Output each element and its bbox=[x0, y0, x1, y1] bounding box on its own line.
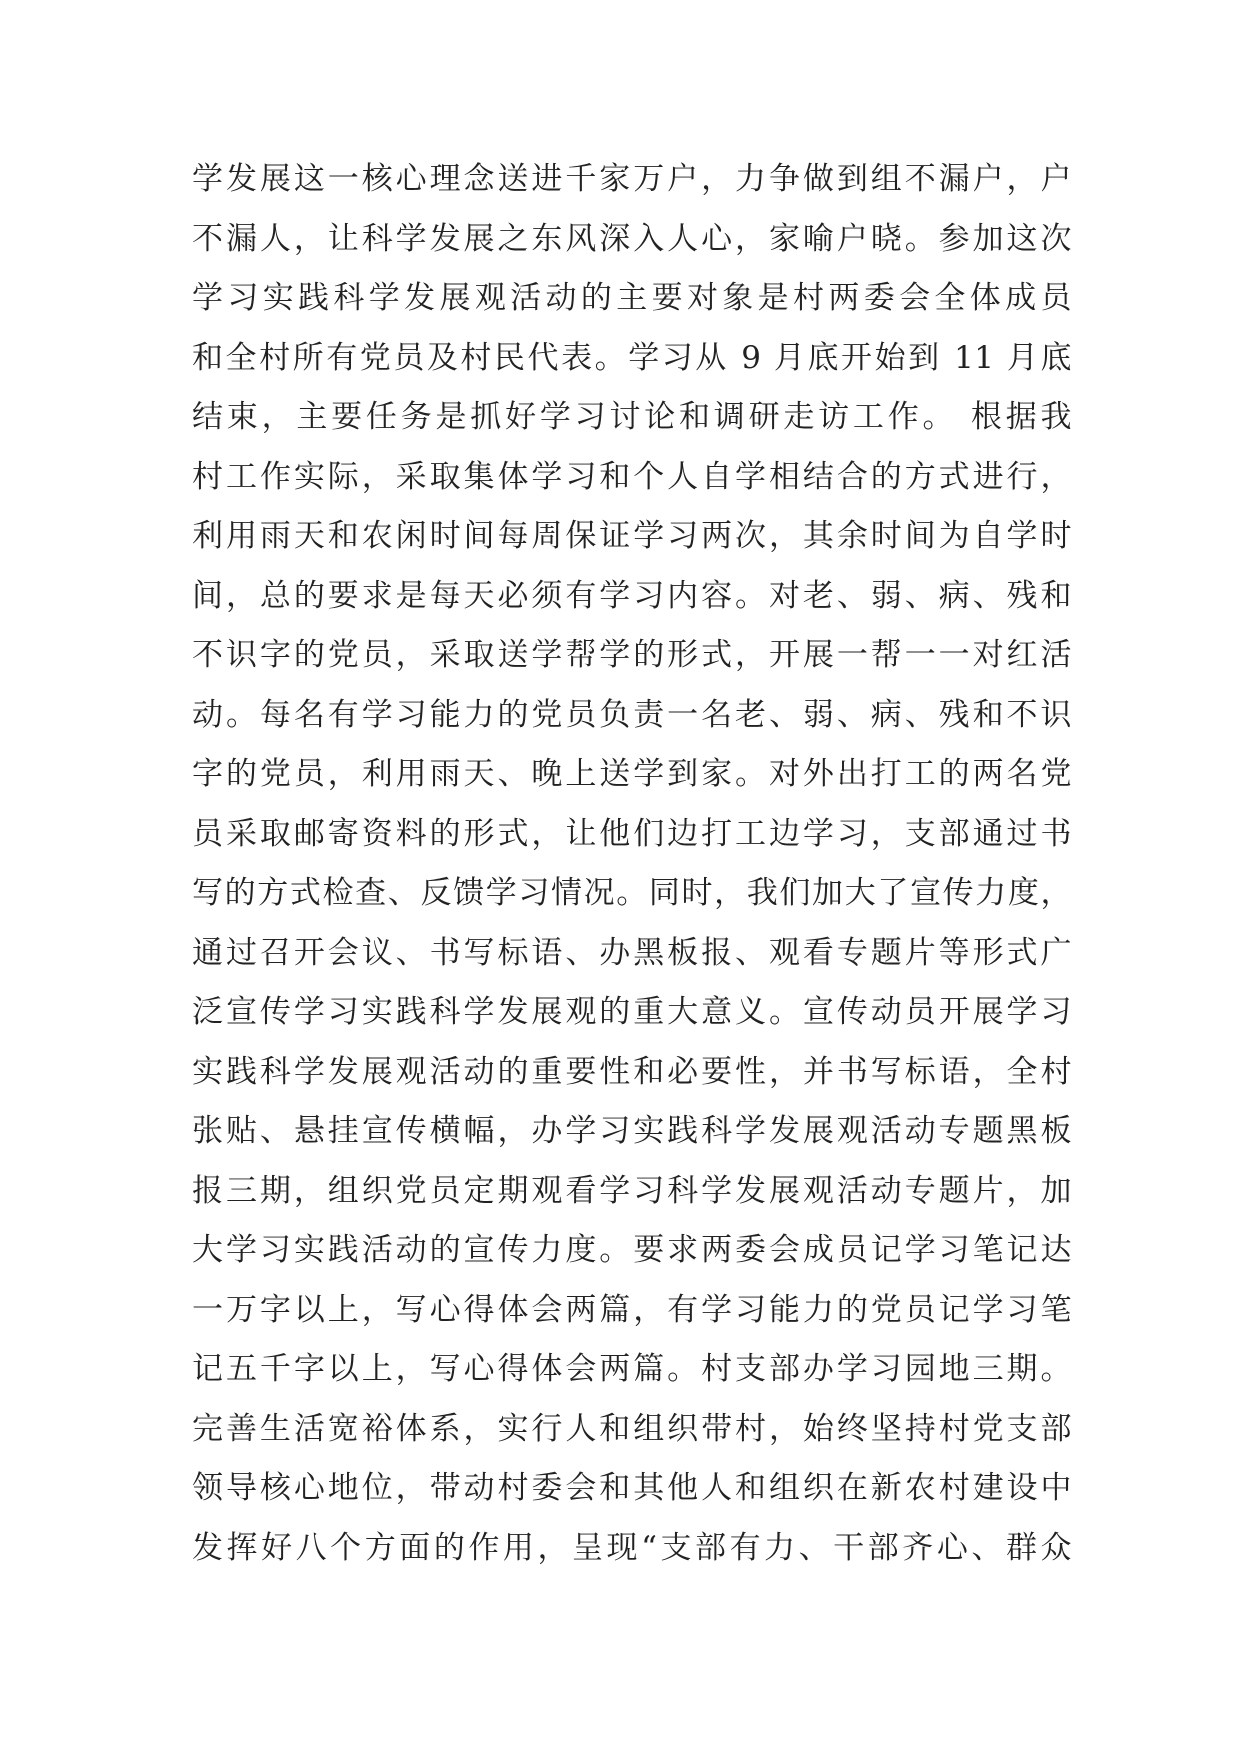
text-line: 实践科学发展观活动的重要性和必要性，并书写标语，全村 bbox=[192, 1053, 1072, 1090]
text-line: 记五千字以上，写心得体会两篇。村支部办学习园地三期。 bbox=[192, 1351, 1072, 1387]
text-line: 不识字的党员，采取送学帮学的形式，开展一帮一一对红活 bbox=[192, 637, 1072, 673]
text-line: 发挥好八个方面的作用，呈现“支部有力、干部齐心、群众 bbox=[192, 1529, 1072, 1566]
text-line: 村工作实际，采取集体学习和个人自学相结合的方式进行， bbox=[192, 458, 1072, 495]
text-line: 报三期，组织党员定期观看学习科学发展观活动专题片，加 bbox=[192, 1172, 1072, 1209]
text-line: 学发展这一核心理念送进千家万户，力争做到组不漏户，户 bbox=[192, 161, 1072, 197]
text-line: 完善生活宽裕体系，实行人和组织带村，始终坚持村党支部 bbox=[192, 1410, 1072, 1447]
text-line: 字的党员，利用雨天、晚上送学到家。对外出打工的两名党 bbox=[192, 756, 1072, 792]
text-line: 和全村所有党员及村民代表。学习从 9 月底开始到 11 月底 bbox=[192, 339, 1072, 376]
text-line: 学习实践科学发展观活动的主要对象是村两委会全体成员 bbox=[192, 280, 1072, 316]
text-line: 员采取邮寄资料的形式，让他们边打工边学习，支部通过书 bbox=[192, 815, 1072, 852]
text-line: 泛宣传学习实践科学发展观的重大意义。宣传动员开展学习 bbox=[192, 994, 1072, 1030]
text-line: 写的方式检查、反馈学习情况。同时，我们加大了宣传力度， bbox=[192, 875, 1072, 911]
text-line: 通过召开会议、书写标语、办黑板报、观看专题片等形式广 bbox=[192, 934, 1072, 971]
text-line: 张贴、悬挂宣传横幅，办学习实践科学发展观活动专题黑板 bbox=[192, 1113, 1072, 1149]
text-line: 不漏人，让科学发展之东风深入人心，家喻户晓。参加这次 bbox=[192, 220, 1072, 257]
text-line: 间，总的要求是每天必须有学习内容。对老、弱、病、残和 bbox=[192, 577, 1072, 614]
text-line: 大学习实践活动的宣传力度。要求两委会成员记学习笔记达 bbox=[192, 1232, 1072, 1268]
text-line: 动。每名有学习能力的党员负责一名老、弱、病、残和不识 bbox=[192, 696, 1072, 733]
body-text bbox=[192, 150, 1072, 1578]
text-line: 领导核心地位，带动村委会和其他人和组织在新农村建设中 bbox=[192, 1470, 1072, 1506]
text-line: 结束，主要任务是抓好学习讨论和调研走访工作。 根据我 bbox=[192, 399, 1072, 435]
text-line: 一万字以上，写心得体会两篇，有学习能力的党员记学习笔 bbox=[192, 1291, 1072, 1328]
text-line: 利用雨天和农闲时间每周保证学习两次，其余时间为自学时 bbox=[192, 518, 1072, 554]
